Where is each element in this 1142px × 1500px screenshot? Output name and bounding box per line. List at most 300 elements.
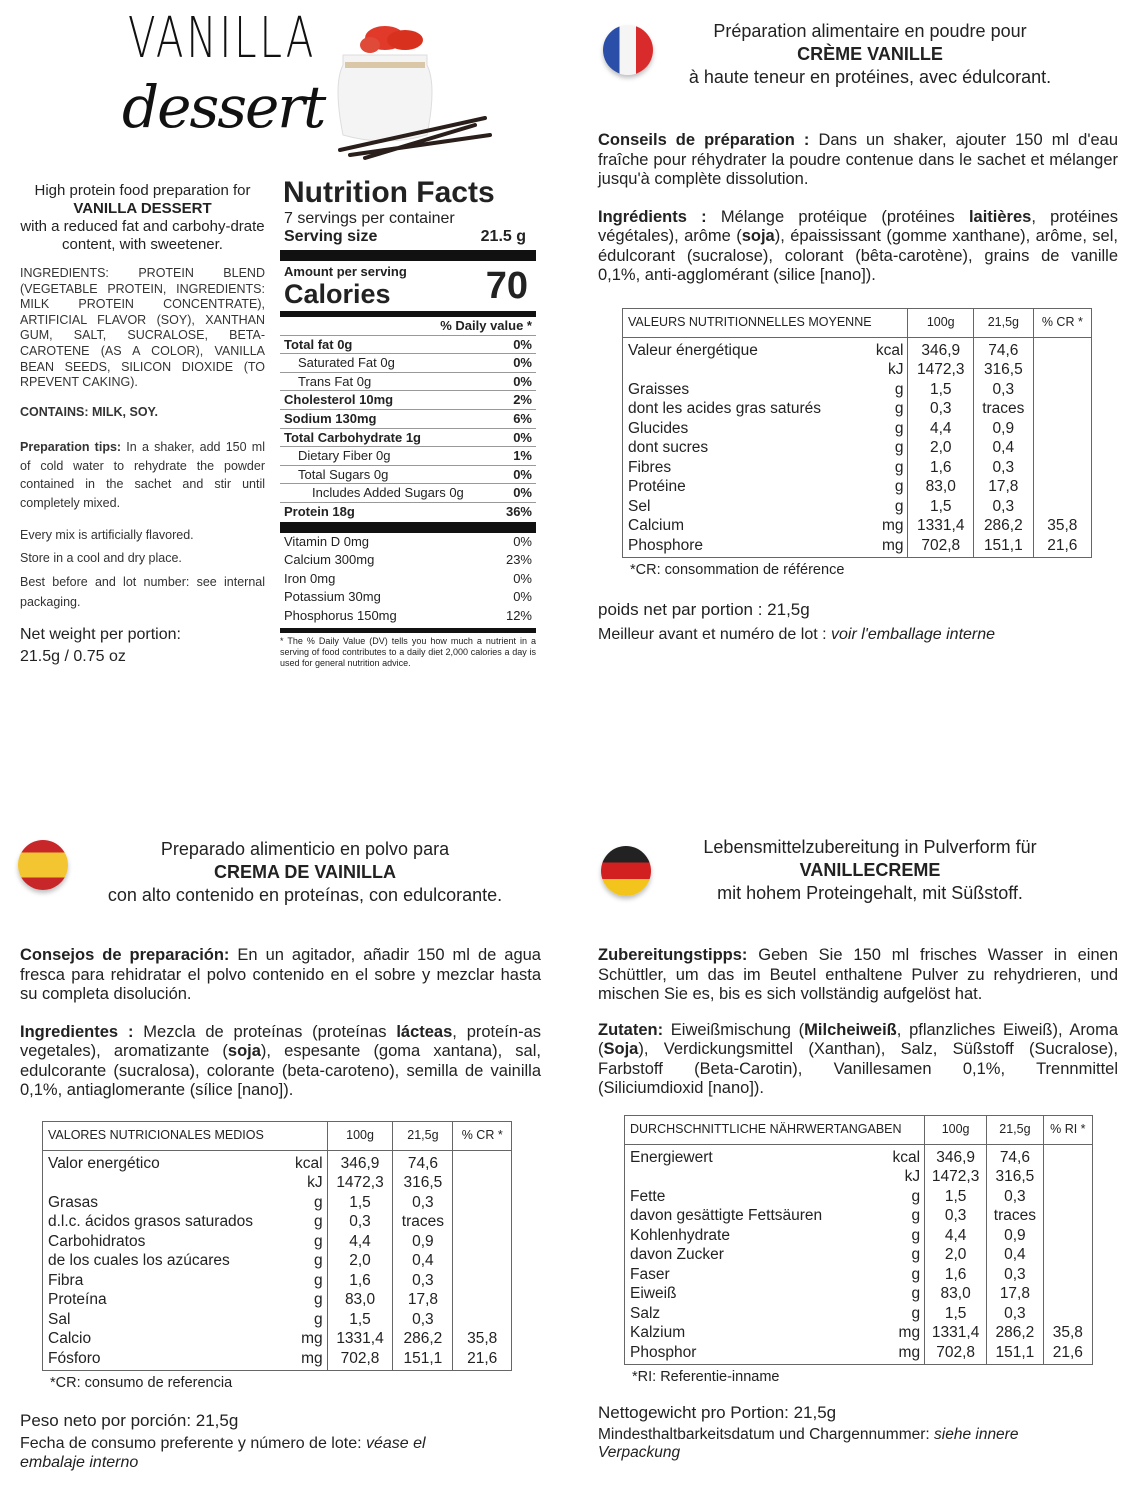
nutrient-label: Valeur énergétique [623,337,864,360]
per-100g: 346,9 [908,337,974,360]
unit: kJ [864,360,908,380]
reference-intake [1033,438,1091,458]
text: Mezcla de proteínas (proteínas [133,1022,397,1041]
per-serving: 0,3 [393,1193,453,1213]
nf-row-dv: 2% [513,392,532,408]
nf-vitamin-dv: 0% [513,533,532,549]
unit: g [285,1290,327,1310]
en-heading-line3: with a reduced fat and carbohy-drate content, with sweetener. [20,218,265,253]
unit: kcal [864,337,908,360]
es-heading-line3: con alto contenido en proteínas, con edulcorante. [107,885,503,905]
fr-net-weight: poids net par portion : 21,5g [598,600,810,619]
reference-intake [453,1193,512,1213]
nutrient-label: Calcium [623,516,864,536]
table-header-cell: % CR * [453,1121,512,1150]
nf-vitamin-label: Calcium 300mg [284,552,375,568]
en-net-weight [20,624,265,668]
per-serving: 0,3 [987,1187,1044,1207]
per-100g: 1331,4 [327,1329,393,1349]
es-column [20,946,541,1472]
de-heading-line1: Lebensmittelzubereitung in Pulverform für [703,837,1037,857]
nutrient-label [623,360,864,380]
nf-vitamin-label: Vitamin D 0mg [284,533,370,549]
fr-best-value: voir l'emballage interne [831,626,996,643]
unit: kJ [285,1173,327,1193]
nutrient-label: Calcio [43,1329,286,1349]
reference-intake [453,1290,512,1310]
unit: g [285,1310,327,1330]
en-note: Best before and lot number: see internal packaging. [20,575,265,609]
unit: g [878,1187,924,1207]
en-prep-text: In a shaker, add 150 ml of cold water to rehydrate the powder contained in the sachet and stir until completely mixed. [20,440,265,510]
bold-text: lácteas [396,1022,453,1041]
nf-row [280,391,536,410]
nutrient-label: Valor energético [43,1150,286,1173]
table-header-cell: 21,5g [974,308,1034,337]
text: Eiweißmischung ( [663,1020,805,1039]
reference-intake [1033,497,1091,517]
table-row [43,1290,512,1310]
unit: g [878,1206,924,1226]
nf-vitamin-row [280,570,536,589]
nf-row [280,466,536,485]
en-prep-label: Preparation tips: [20,440,122,455]
nf-footnote: * The % Daily Value (DV) tells you how much a nutrient in a serving of food contributes to a daily diet 2,000 calories a day is used for general nutrition advice. [280,635,536,668]
unit: g [864,438,908,458]
en-heading-line1: High protein food preparation for [34,182,251,199]
per-serving: 0,3 [974,497,1034,517]
nf-vitamin-row [280,551,536,570]
bold-text: Ingrédients : [598,207,707,226]
per-serving: 0,9 [987,1226,1044,1246]
nutrient-label: davon Zucker [625,1245,879,1265]
table-row [43,1329,512,1349]
per-100g: 702,8 [925,1343,987,1365]
table-row [625,1187,1093,1207]
logo-vanilla: VANILLA [128,6,317,71]
unit: g [878,1284,924,1304]
nutrient-label [43,1173,286,1193]
en-net-weight-value: 21.5g / 0.75 oz [20,648,126,666]
table-row [623,516,1092,536]
french-flag-icon [603,25,653,75]
per-100g: 1,5 [925,1304,987,1324]
nf-row-dv: 6% [513,410,532,426]
bold-text: laitières [968,207,1032,226]
bold-text: Milcheiweiß [804,1020,897,1039]
logo-dessert: dessert [122,73,325,141]
table-row [623,360,1092,380]
fr-heading-line3: à haute teneur en protéines, avec édulcorant. [688,67,1052,87]
fr-column [598,131,1118,644]
unit: g [864,458,908,478]
per-100g: 1,6 [908,458,974,478]
nutrient-label: Kohlenhydrate [625,1226,879,1246]
per-serving: 151,1 [393,1349,453,1371]
nf-row-label: Total Sugars 0g [298,466,389,482]
nf-serving-size-value: 21.5 g [480,228,526,245]
nf-vitamin-dv: 23% [505,552,532,568]
nf-row [280,484,536,503]
unit: kJ [878,1167,924,1187]
nutrient-label: Protéine [623,477,864,497]
nf-row-dv: 0% [513,466,532,482]
table-row [625,1284,1093,1304]
reference-intake [1033,380,1091,400]
nf-row-label: Cholesterol 10mg [284,392,394,408]
text: ), Verdickungsmittel (Xanthan), Salz, Süßstoff (Sucralose), Farbstoff (Beta-Carotin), Vanillesamen 0,1%, Trennmittel (Siliciumdioxid [nano]). [598,1040,1118,1097]
reference-intake [453,1212,512,1232]
es-product-heading [75,838,535,907]
per-serving: 17,8 [974,477,1034,497]
en-note: Store in a cool and dry place. [20,551,182,566]
reference-intake [1043,1206,1092,1226]
unit: g [285,1193,327,1213]
nutrient-label: dont les acides gras saturés [623,399,864,419]
unit: g [285,1212,327,1232]
table-row [623,497,1092,517]
nf-calories-value: 70 [485,265,528,307]
en-preparation-tips [20,438,265,512]
nf-vitamin-dv: 0% [513,570,532,586]
bold-text: Soja [603,1040,639,1058]
nf-row-label: Sodium 130mg [284,410,377,426]
per-100g: 346,9 [925,1144,987,1167]
per-serving: traces [393,1212,453,1232]
nutrient-label: Fette [625,1187,879,1207]
per-serving: traces [987,1206,1044,1226]
table-row [43,1310,512,1330]
reference-intake [453,1173,512,1193]
de-best-label: Mindesthaltbarkeitsdatum und Chargennummer: [598,1426,935,1443]
dessert-jar-image [325,10,495,165]
bold-text: Consejos de preparación: [20,946,230,964]
nutrient-label: Eiweiß [625,1284,879,1304]
nutrient-label: Kalzium [625,1323,879,1343]
table-header-cell: VALEURS NUTRITIONNELLES MOYENNE [623,308,908,337]
table-header-cell: VALORES NUTRICIONALES MEDIOS [43,1121,328,1150]
per-100g: 0,3 [327,1212,393,1232]
per-serving: 286,2 [393,1329,453,1349]
per-serving: 151,1 [987,1343,1044,1365]
nf-calories-label: Calories [284,279,391,309]
per-serving: 316,5 [987,1167,1044,1187]
reference-intake [1043,1187,1092,1207]
reference-intake: 21,6 [1043,1343,1092,1365]
nf-vitamin-row [280,533,536,552]
nf-amount-label: Amount per serving [284,264,407,279]
nf-vitamin-label: Iron 0mg [284,570,336,586]
nutrition-facts-panel [280,176,536,669]
text: Dans un shaker, ajouter 150 ml d'eau fraîche pour réhydrater la poudre contenue dans le sachet et mélanger jusqu'à complète dissolution. [598,131,1118,188]
nf-calories-block [280,261,536,311]
text: , protéines végétales), arôme ( [598,207,1118,245]
en-allergens: CONTAINS: MILK, SOY. [20,404,158,419]
nf-row-dv: 0% [513,373,532,389]
per-100g: 83,0 [925,1284,987,1304]
es-heading-line1: Preparado alimenticio en polvo para [160,839,450,859]
reference-intake: 21,6 [453,1349,512,1371]
fr-table-wrap [622,308,1118,580]
reference-intake [1033,337,1091,360]
nf-row-dv: 0% [513,336,532,352]
nutrient-label: de los cuales los azúcares [43,1251,286,1271]
per-serving: 286,2 [987,1323,1044,1343]
table-header-cell: 100g [327,1121,393,1150]
nutrient-label: d.l.c. ácidos grasos saturados [43,1212,286,1232]
nutrient-label: Phosphore [623,536,864,558]
per-serving: 17,8 [393,1290,453,1310]
unit: g [864,497,908,517]
nutrient-label: Sel [623,497,864,517]
unit: mg [285,1329,327,1349]
bold-text: Zubereitungstipps: [598,946,748,964]
nf-row [280,447,536,466]
reference-intake [1033,477,1091,497]
per-100g: 83,0 [327,1290,393,1310]
es-preparation-tips [20,946,541,1005]
nutrient-label: davon gesättigte Fettsäuren [625,1206,879,1226]
fr-best-label: Meilleur avant et numéro de lot : [598,626,832,643]
text: Geben Sie 150 ml frisches Wasser in einen Schüttler, um das im Beutel enthaltene Pulver zu rehydrieren, und mischen Sie es, bis es sich vollständig aufgelöst hat. [598,946,1118,1003]
nutrient-label: Energiewert [625,1144,879,1167]
de-best-value: siehe innere Verpackung [598,1426,1019,1461]
per-serving: 0,3 [974,458,1034,478]
per-serving: 0,3 [987,1304,1044,1324]
table-row [43,1271,512,1291]
nutrient-label: Proteína [43,1290,286,1310]
per-100g: 1472,3 [327,1173,393,1193]
nutrient-label: Grasas [43,1193,286,1213]
text: En un agitador, añadir 150 ml de agua fresca para rehidratar el polvo contenido en el sobre y mezclar hasta su completa disolución. [20,946,541,1003]
nf-row-label: Total Carbohydrate 1g [284,429,422,445]
table-row [623,477,1092,497]
reference-intake [1043,1284,1092,1304]
per-serving: 74,6 [974,337,1034,360]
reference-intake [1033,360,1091,380]
en-column [20,182,265,668]
en-net-weight-label: Net weight per portion: [20,626,181,644]
table-row [625,1167,1093,1187]
unit: g [864,419,908,439]
fr-nutrition-table [622,308,1092,559]
unit: g [878,1245,924,1265]
per-100g: 2,0 [925,1245,987,1265]
nutrient-label: Graisses [623,380,864,400]
per-serving: 0,3 [974,380,1034,400]
per-serving: 316,5 [393,1173,453,1193]
reference-intake [453,1310,512,1330]
nf-row [280,336,536,355]
nf-row-label: Protein 18g [284,503,355,519]
reference-intake [1033,399,1091,419]
per-serving: 0,9 [393,1232,453,1252]
table-header-cell: 21,5g [393,1121,453,1150]
bold-text: soja [227,1042,261,1060]
reference-intake [1043,1226,1092,1246]
nf-vitamin-label: Phosphorus 150mg [284,607,397,623]
per-serving: 0,4 [393,1251,453,1271]
table-header-row [43,1121,512,1150]
en-ingredients: INGREDIENTS: PROTEIN BLEND (VEGETABLE PROTEIN, INGREDIENTS: MILK PROTEIN CONCENTRATE), ARTIFICIAL FLAVOR (SOY), XANTHAN GUM, SALT, SUCRALOSE, BETA-CAROTENE (AS A COLOR), VANILLA BEAN SEEDS, SILICON DIOXIDE (TO RPEVENT CAKING). [20,266,265,390]
per-100g: 4,4 [327,1232,393,1252]
per-100g: 1,5 [327,1193,393,1213]
text: , proteín-as vegetales), aromatizante ( [20,1022,541,1060]
table-header-cell: 100g [925,1115,987,1144]
nutrient-label: Phosphor [625,1343,879,1365]
de-table-wrap [624,1115,1118,1387]
es-ingredients [20,1023,541,1101]
reference-intake [453,1271,512,1291]
table-row [625,1343,1093,1365]
nf-thick-rule [280,522,536,533]
table-row [43,1251,512,1271]
reference-intake [1043,1144,1092,1167]
fr-product-heading [660,20,1080,89]
nutrient-label: Fósforo [43,1349,286,1371]
nf-row-dv: 1% [513,448,532,464]
bold-text: Ingredientes : [20,1022,134,1041]
nf-row-dv: 0% [513,355,532,371]
per-serving: 0,4 [974,438,1034,458]
per-100g: 1331,4 [925,1323,987,1343]
unit: g [285,1251,327,1271]
fr-ingredients [598,208,1118,286]
bold-text: soja [741,227,775,245]
per-serving: 0,3 [393,1271,453,1291]
en-note: Every mix is artificially flavored. [20,528,194,543]
table-header-row [623,308,1092,337]
per-serving: 74,6 [393,1150,453,1173]
nutrient-label: Fibres [623,458,864,478]
nf-row [280,429,536,448]
de-product-heading [660,836,1080,905]
table-row [625,1226,1093,1246]
nf-serving-size [280,227,536,246]
per-100g: 702,8 [327,1349,393,1371]
table-row [43,1232,512,1252]
fr-best-before [598,625,1118,644]
nf-thick-rule [280,250,536,261]
per-100g: 1472,3 [908,360,974,380]
unit: kcal [285,1150,327,1173]
per-100g: 702,8 [908,536,974,558]
table-header-cell: DURCHSCHNITTLICHE NÄHRWERTANGABEN [625,1115,925,1144]
fr-heading-line1: Préparation alimentaire en poudre pour [713,21,1027,41]
table-row [43,1150,512,1173]
table-header-cell: 100g [908,308,974,337]
nf-vitamin-row [280,607,536,626]
nf-vitamin-dv: 0% [513,589,532,605]
table-header-cell: 21,5g [987,1115,1044,1144]
nutrient-label: Glucides [623,419,864,439]
unit: g [864,399,908,419]
table-row [623,458,1092,478]
nutrient-label: Carbohidratos [43,1232,286,1252]
de-best-before [598,1426,1098,1462]
per-100g: 1331,4 [908,516,974,536]
nutrient-label: Sal [43,1310,286,1330]
nutrient-label: Faser [625,1265,879,1285]
reference-intake [453,1232,512,1252]
es-product-name: CREMA DE VAINILLA [214,862,396,882]
de-heading-line3: mit hohem Proteingehalt, mit Süßstoff. [717,883,1023,903]
table-row [625,1265,1093,1285]
per-100g: 1472,3 [925,1167,987,1187]
nutrient-label [625,1167,879,1187]
de-table-note: *RI: Referentie-inname [632,1369,780,1385]
per-serving: traces [974,399,1034,419]
per-100g: 4,4 [925,1226,987,1246]
reference-intake [453,1251,512,1271]
es-table-note: *CR: consumo de referencia [50,1375,233,1391]
per-100g: 83,0 [908,477,974,497]
nf-row-label: Dietary Fiber 0g [298,448,391,464]
per-serving: 286,2 [974,516,1034,536]
nf-vitamin-dv: 12% [505,607,532,623]
per-serving: 17,8 [987,1284,1044,1304]
reference-intake [1033,419,1091,439]
unit: g [285,1271,327,1291]
table-row [625,1206,1093,1226]
table-row [625,1304,1093,1324]
nf-serving-size-label: Serving size [284,228,378,245]
per-100g: 0,3 [925,1206,987,1226]
table-header-cell: % RI * [1043,1115,1092,1144]
nf-row [280,503,536,522]
bold-text: Zutaten: [598,1020,664,1039]
per-100g: 0,3 [908,399,974,419]
nf-row-dv: 0% [513,485,532,501]
es-nutrition-table [42,1121,512,1372]
nf-row-dv: 36% [505,503,532,519]
per-100g: 2,0 [327,1251,393,1271]
german-flag-icon [601,846,651,896]
fr-preparation-tips [598,131,1118,190]
nf-row-label: Saturated Fat 0g [298,355,395,371]
reference-intake [1043,1265,1092,1285]
reference-intake [1043,1245,1092,1265]
table-row [625,1144,1093,1167]
de-product-name: VANILLECREME [799,860,941,880]
per-100g: 2,0 [908,438,974,458]
table-row [623,337,1092,360]
reference-intake: 35,8 [453,1329,512,1349]
unit: mg [878,1343,924,1365]
per-serving: 74,6 [987,1144,1044,1167]
table-row [623,399,1092,419]
table-row [43,1349,512,1371]
reference-intake: 35,8 [1043,1323,1092,1343]
per-100g: 1,5 [908,497,974,517]
de-column [598,946,1118,1462]
es-table-wrap [42,1121,541,1393]
table-row [43,1173,512,1193]
nf-dv-header: % Daily value * [280,317,536,336]
reference-intake [1043,1167,1092,1187]
table-header-row [625,1115,1093,1144]
nf-vitamin-label: Potassium 30mg [284,589,381,605]
de-nutrition-table [624,1115,1093,1366]
unit: g [878,1226,924,1246]
table-row [625,1245,1093,1265]
es-best-before [20,1434,480,1472]
es-best-label: Fecha de consumo preferente y número de lote: [20,1435,366,1452]
nf-row [280,373,536,392]
unit: mg [864,536,908,558]
nf-row-label: Trans Fat 0g [298,373,372,389]
per-serving: 0,4 [987,1245,1044,1265]
